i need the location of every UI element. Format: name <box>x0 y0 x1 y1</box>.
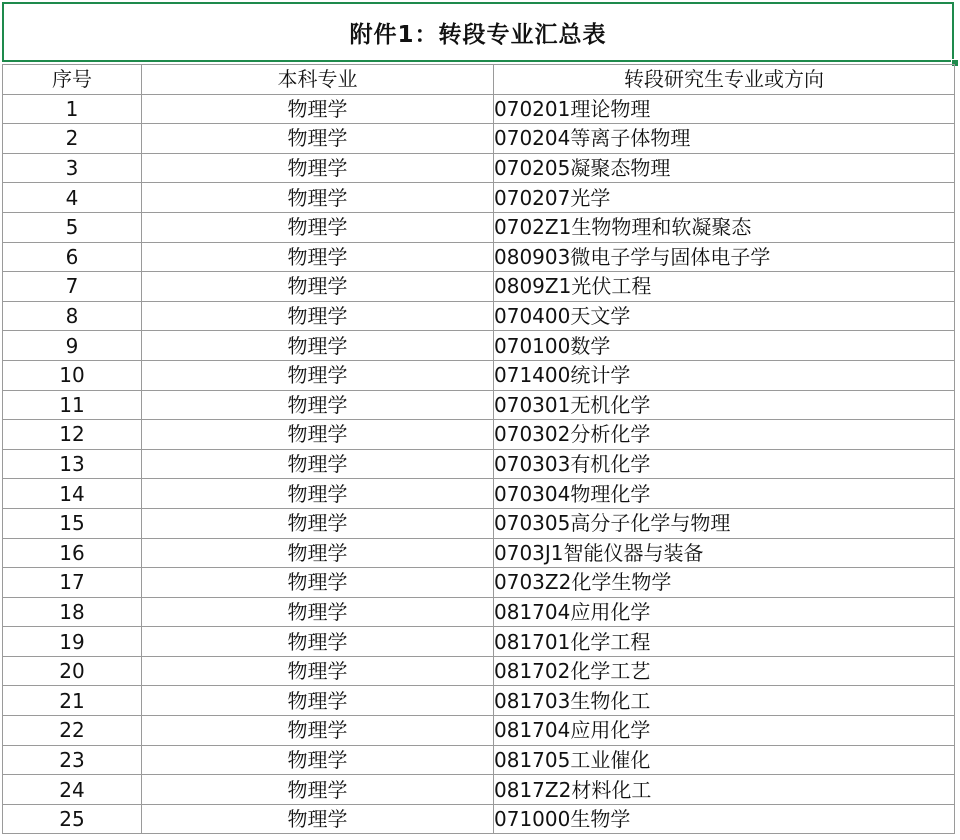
cell-index[interactable]: 2 <box>3 124 142 154</box>
table-row <box>3 94 955 124</box>
cell-index[interactable]: 7 <box>3 272 142 302</box>
cell-graduate-major[interactable]: 070204等离子体物理 <box>494 124 955 154</box>
table-row <box>3 656 955 686</box>
cell-index[interactable]: 10 <box>3 360 142 390</box>
cell-index[interactable]: 9 <box>3 331 142 361</box>
table-row <box>3 301 955 331</box>
cell-graduate-major[interactable]: 0817Z2材料化工 <box>494 775 955 805</box>
cell-index[interactable]: 8 <box>3 301 142 331</box>
table-row <box>3 242 955 272</box>
cell-graduate-major[interactable]: 071000生物学 <box>494 804 955 834</box>
table-row <box>3 775 955 805</box>
table-row <box>3 597 955 627</box>
summary-table <box>2 64 955 834</box>
cell-undergrad-major[interactable]: 物理学 <box>142 568 494 598</box>
table-row <box>3 627 955 657</box>
table-row <box>3 212 955 242</box>
table-row <box>3 420 955 450</box>
table-row <box>3 183 955 213</box>
cell-graduate-major[interactable]: 070301无机化学 <box>494 390 955 420</box>
cell-undergrad-major[interactable]: 物理学 <box>142 94 494 124</box>
cell-undergrad-major[interactable]: 物理学 <box>142 804 494 834</box>
cell-index[interactable]: 21 <box>3 686 142 716</box>
table-row <box>3 360 955 390</box>
table-row <box>3 686 955 716</box>
cell-graduate-major[interactable]: 081704应用化学 <box>494 716 955 746</box>
cell-graduate-major[interactable]: 070303有机化学 <box>494 449 955 479</box>
cell-undergrad-major[interactable]: 物理学 <box>142 686 494 716</box>
header-cell-index[interactable]: 序号 <box>3 65 142 95</box>
cell-index[interactable]: 22 <box>3 716 142 746</box>
cell-index[interactable]: 4 <box>3 183 142 213</box>
cell-index[interactable]: 18 <box>3 597 142 627</box>
cell-undergrad-major[interactable]: 物理学 <box>142 360 494 390</box>
cell-undergrad-major[interactable]: 物理学 <box>142 627 494 657</box>
table-row <box>3 124 955 154</box>
cell-graduate-major[interactable]: 070100数学 <box>494 331 955 361</box>
cell-index[interactable]: 11 <box>3 390 142 420</box>
cell-undergrad-major[interactable]: 物理学 <box>142 212 494 242</box>
cell-index[interactable]: 25 <box>3 804 142 834</box>
cell-graduate-major[interactable]: 080903微电子学与固体电子学 <box>494 242 955 272</box>
cell-graduate-major[interactable]: 0703Z2化学生物学 <box>494 568 955 598</box>
cell-graduate-major[interactable]: 0809Z1光伏工程 <box>494 272 955 302</box>
cell-graduate-major[interactable]: 081704应用化学 <box>494 597 955 627</box>
cell-undergrad-major[interactable]: 物理学 <box>142 745 494 775</box>
table-row <box>3 479 955 509</box>
cell-undergrad-major[interactable]: 物理学 <box>142 716 494 746</box>
cell-undergrad-major[interactable]: 物理学 <box>142 479 494 509</box>
cell-graduate-major[interactable]: 070205凝聚态物理 <box>494 153 955 183</box>
cell-undergrad-major[interactable]: 物理学 <box>142 301 494 331</box>
header-cell-undergrad-major[interactable]: 本科专业 <box>142 65 494 95</box>
table-row <box>3 390 955 420</box>
cell-graduate-major[interactable]: 070302分析化学 <box>494 420 955 450</box>
cell-undergrad-major[interactable]: 物理学 <box>142 449 494 479</box>
cell-graduate-major[interactable]: 070207光学 <box>494 183 955 213</box>
table-row <box>3 716 955 746</box>
cell-graduate-major[interactable]: 081705工业催化 <box>494 745 955 775</box>
cell-index[interactable]: 16 <box>3 538 142 568</box>
cell-graduate-major[interactable]: 071400统计学 <box>494 360 955 390</box>
cell-graduate-major[interactable]: 0703J1智能仪器与装备 <box>494 538 955 568</box>
cell-index[interactable]: 15 <box>3 508 142 538</box>
header-row <box>3 65 955 95</box>
table-row <box>3 508 955 538</box>
title-cell[interactable] <box>2 2 954 62</box>
cell-graduate-major[interactable]: 0702Z1生物物理和软凝聚态 <box>494 212 955 242</box>
cell-graduate-major[interactable]: 070201理论物理 <box>494 94 955 124</box>
cell-graduate-major[interactable]: 070304物理化学 <box>494 479 955 509</box>
cell-undergrad-major[interactable]: 物理学 <box>142 597 494 627</box>
cell-undergrad-major[interactable]: 物理学 <box>142 242 494 272</box>
cell-graduate-major[interactable]: 081701化学工程 <box>494 627 955 657</box>
cell-undergrad-major[interactable]: 物理学 <box>142 538 494 568</box>
cell-index[interactable]: 5 <box>3 212 142 242</box>
cell-index[interactable]: 17 <box>3 568 142 598</box>
cell-undergrad-major[interactable]: 物理学 <box>142 775 494 805</box>
cell-undergrad-major[interactable]: 物理学 <box>142 390 494 420</box>
cell-undergrad-major[interactable]: 物理学 <box>142 183 494 213</box>
table-row <box>3 153 955 183</box>
table-row <box>3 272 955 302</box>
cell-graduate-major[interactable]: 081703生物化工 <box>494 686 955 716</box>
cell-graduate-major[interactable]: 070305高分子化学与物理 <box>494 508 955 538</box>
cell-undergrad-major[interactable]: 物理学 <box>142 272 494 302</box>
cell-undergrad-major[interactable]: 物理学 <box>142 508 494 538</box>
cell-undergrad-major[interactable]: 物理学 <box>142 420 494 450</box>
cell-index[interactable]: 14 <box>3 479 142 509</box>
cell-graduate-major[interactable]: 081702化学工艺 <box>494 656 955 686</box>
cell-index[interactable]: 20 <box>3 656 142 686</box>
cell-undergrad-major[interactable]: 物理学 <box>142 656 494 686</box>
table-row <box>3 538 955 568</box>
cell-index[interactable]: 3 <box>3 153 142 183</box>
cell-graduate-major[interactable]: 070400天文学 <box>494 301 955 331</box>
header-cell-graduate-major[interactable]: 转段研究生专业或方向 <box>494 65 955 95</box>
cell-index[interactable]: 19 <box>3 627 142 657</box>
table-row <box>3 331 955 361</box>
cell-index[interactable]: 6 <box>3 242 142 272</box>
cell-index[interactable]: 12 <box>3 420 142 450</box>
cell-undergrad-major[interactable]: 物理学 <box>142 153 494 183</box>
table-row <box>3 804 955 834</box>
table-row <box>3 449 955 479</box>
sheet-title: 附件1：转段专业汇总表 <box>349 21 607 48</box>
cell-index[interactable]: 23 <box>3 745 142 775</box>
cell-index[interactable]: 13 <box>3 449 142 479</box>
cell-undergrad-major[interactable]: 物理学 <box>142 124 494 154</box>
cell-index[interactable]: 24 <box>3 775 142 805</box>
cell-index[interactable]: 1 <box>3 94 142 124</box>
cell-undergrad-major[interactable]: 物理学 <box>142 331 494 361</box>
table-row <box>3 568 955 598</box>
table-row <box>3 745 955 775</box>
